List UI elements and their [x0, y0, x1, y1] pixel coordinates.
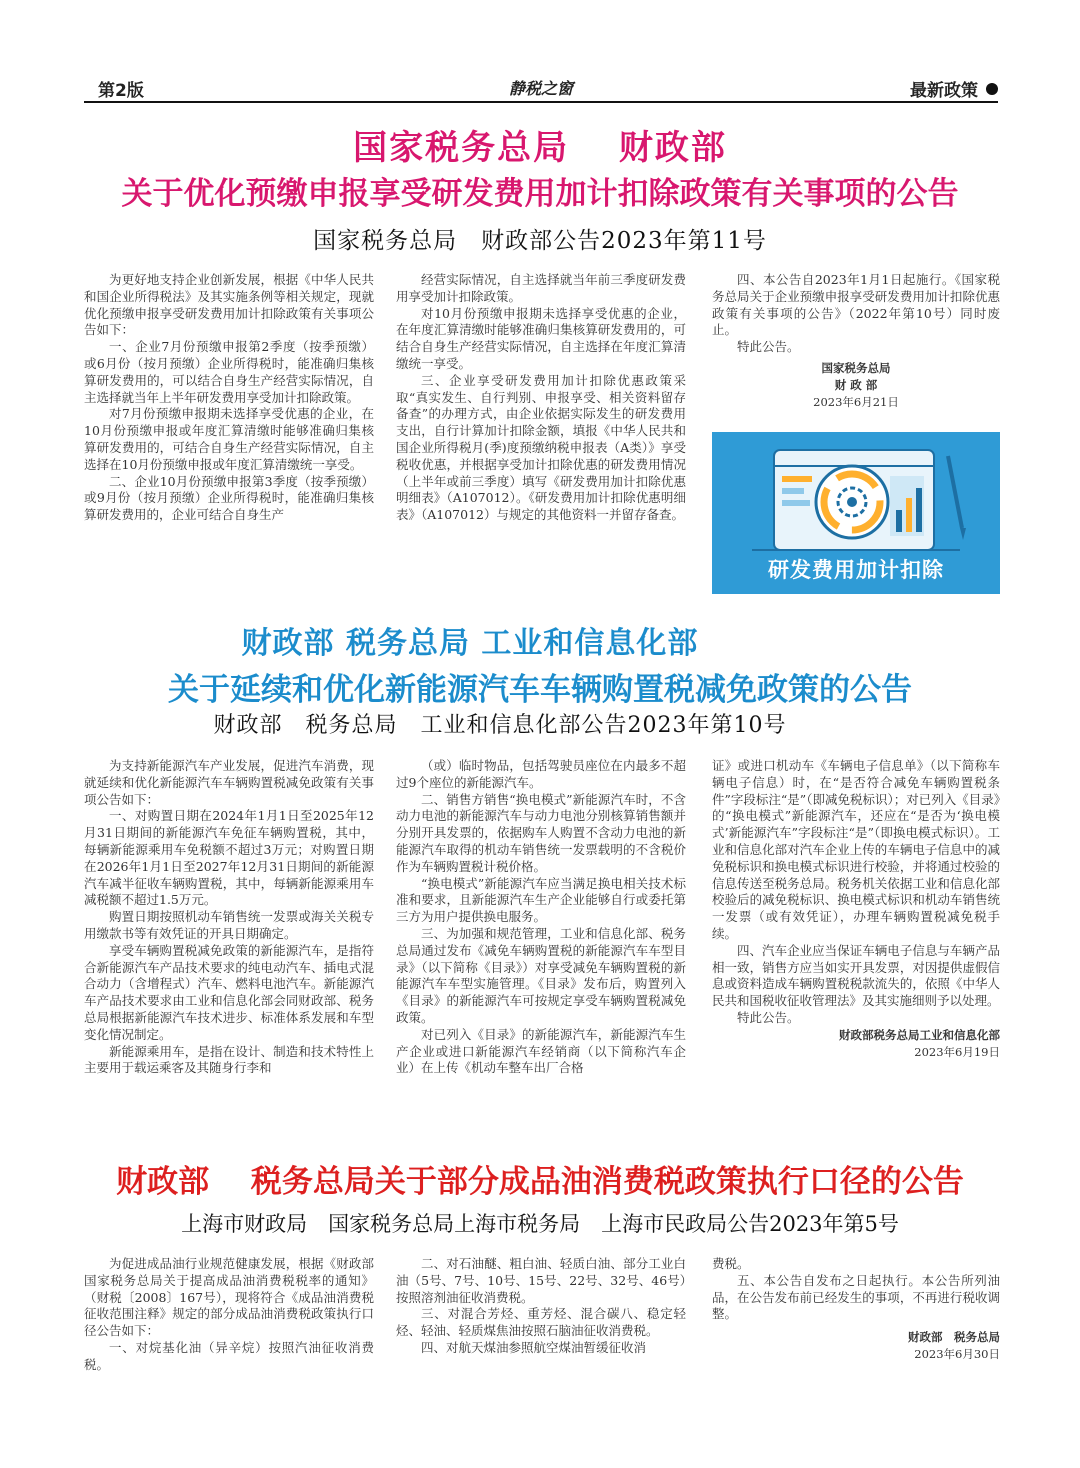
- paragraph: 为促进成品油行业规范健康发展，根据《财政部 国家税务总局关于提高成品油消费税税率的通知》（财税〔2008〕167号），现将符合《成品油消费税征收范围注释》规定的部分成品油消费税政策执行口径公告如下：: [84, 1256, 374, 1339]
- article2-title-line2: 关于延续和优化新能源汽车车辆购置税减免政策的公告: [168, 672, 912, 708]
- paragraph: 新能源乘用车，是指在设计、制造和技术特性上主要用于载运乘客及其随身行李和: [84, 1043, 374, 1076]
- paragraph: 三、对混合芳烃、重芳烃、混合碳八、稳定轻烃、轻油、轻质煤焦油按照石脑油征收消费税。: [396, 1306, 686, 1339]
- paragraph: 费税。: [712, 1256, 750, 1271]
- paragraph: 二、企业10月份预缴申报第3季度（按季预缴）或9月份（按月预缴）企业所得税时，能准确归集核算研发费用的，企业可结合自身生产: [84, 473, 374, 523]
- paragraph: 五、本公告自发布之日起执行。本公告所列油品，在公告发布前已经发生的事项，不再进行税收调整。: [712, 1272, 1000, 1322]
- article3-col2: [396, 1256, 686, 1357]
- paragraph: 购置日期按照机动车销售统一发票或海关关税专用缴款书等有效凭证的开具日期确定。: [84, 909, 374, 941]
- article2-col1: [84, 758, 374, 1077]
- paragraph: 对7月份预缴申报期未选择享受优惠的企业，在10月份预缴申报或年度汇算清缴时能够准确归集核算研发费用的，可结合自身生产经营实际情况，自主选择在10月份预缴申报或年度汇算清缴统一享受。: [84, 406, 374, 472]
- article3-subtitle: 上海市财政局 国家税务总局上海市税务局 上海市民政局公告2023年第5号: [181, 1212, 899, 1236]
- signature-date: 2023年6月21日: [813, 394, 899, 409]
- signature-2: 财 政 部: [834, 377, 878, 392]
- article2-col2: [396, 758, 686, 1077]
- signature-date: 2023年6月19日: [914, 1044, 1000, 1059]
- paragraph: 四、对航天煤油参照航空煤油暂缓征收消: [421, 1339, 647, 1355]
- paragraph: 四、本公告自2023年1月1日起施行。《国家税务总局关于企业预缴申报享受研发费用加计扣除优惠政策有关事项的公告》（2022年第10号）同时废止。: [712, 272, 1000, 338]
- article3-col1: [84, 1256, 374, 1374]
- bullet-dot-icon: [986, 83, 998, 95]
- article1-title-line1: 国家税务总局 财政部: [353, 128, 727, 168]
- section-label-text: 最新政策: [910, 81, 978, 101]
- article1-title-line2: 关于优化预缴申报享受研发费用加计扣除政策有关事项的公告: [121, 176, 959, 212]
- paragraph: 特此公告。: [737, 339, 800, 355]
- paragraph: 三、为加强和规范管理，工业和信息化部、税务总局通过发布《减免车辆购置税的新能源汽车车型目录》（以下简称《目录》）对享受减免车辆购置税的新能源汽车车型实施管理。《目录》发布后，购置列入《目录》的新能源汽车可按规定享受车辆购置税减免政策。: [396, 925, 686, 1025]
- paragraph: 一、对烷基化油（异辛烷）按照汽油征收消费税。: [84, 1339, 374, 1372]
- article1-col1: [84, 272, 374, 524]
- paragraph: “换电模式”新能源汽车应当满足换电相关技术标准和要求，且新能源汽车生产企业能够自行或委托第三方为用户提供换电服务。: [396, 875, 686, 925]
- page-header: [84, 76, 998, 100]
- signature: 财政部 税务总局: [908, 1330, 1000, 1345]
- paragraph: 三、企业享受研发费用加计扣除优惠政策采取“真实发生、自行判别、申报享受、相关资料留存备查”的办理方式，由企业依据实际发生的研发费用支出，自行计算加计扣除金额，填报《中华人民共和国企业所得税月(季)度预缴纳税申报表（A类）》享受税收优惠，并根据享受加计扣除优惠的研发费用情况（上半年或前三季度）填写《研发费用加计扣除优惠明细表》（A107012）。《研发费用加计扣除优惠明细表》（A107012）与规定的其他资料一并留存备查。: [396, 372, 686, 523]
- article1-subtitle: 国家税务总局 财政部公告2023年第11号: [313, 228, 767, 254]
- article2-subtitle: 财政部 税务总局 工业和信息化部公告2023年第10号: [213, 713, 787, 738]
- paragraph: 四、汽车企业应当保证车辆电子信息与车辆产品相一致，销售方应当如实开具发票，对因提供虚假信息或资料造成车辆购置税税款流失的，依照《中华人民共和国税收征收管理法》及其实施细则予以处理。: [712, 942, 1000, 1009]
- signature-date: 2023年6月30日: [914, 1346, 1000, 1361]
- paragraph: 二、对石油醚、粗白油、轻质白油、部分工业白油（5号、7号、10号、15号、22号、32号、46号）按照溶剂油征收消费税。: [396, 1256, 686, 1305]
- rd-deduction-banner: [712, 432, 1000, 594]
- signature: 财政部税务总局工业和信息化部: [839, 1027, 1000, 1042]
- page-number: 第2版: [98, 81, 144, 101]
- paragraph: 经营实际情况，自主选择就当年前三季度研发费用享受加计扣除政策。: [396, 272, 686, 304]
- header-rule: [84, 101, 998, 103]
- article3-title: 财政部 税务总局关于部分成品油消费税政策执行口径的公告: [116, 1164, 964, 1200]
- paragraph: 证》或进口机动车《车辆电子信息单》（以下简称车辆电子信息）时，在“是否符合减免车辆购置税条件”字段标注“是”（即减免税标识）；对已列入《目录》的“换电模式”新能源汽车，还应在“是否为‘换电模式’新能源汽车”字段标注“是”（即换电模式标识）。工业和信息化部对汽车企业上传的车辆电子信息中的减免税标识和换电模式标识进行校验，并将通过校验的信息传送至税务总局。税务机关依据工业和信息化部校验后的减免税标识、换电模式标识和机动车销售统一发票（或有效凭证），办理车辆购置税减免税手续。: [712, 758, 1000, 941]
- banner-caption: 研发费用加计扣除: [768, 558, 944, 582]
- paragraph: 对10月份预缴申报期未选择享受优惠的企业，在年度汇算清缴时能够准确归集核算研发费用的，可结合自身生产经营实际情况，自主选择在年度汇算清缴统一享受。: [396, 305, 686, 371]
- paragraph: 特此公告。: [737, 1009, 800, 1025]
- section-label: [910, 76, 998, 101]
- article3-col3: [712, 1256, 1000, 1363]
- signature-1: 国家税务总局: [821, 360, 891, 375]
- paragraph: （或）临时物品，包括驾驶员座位在内最多不超过9个座位的新能源汽车。: [396, 758, 686, 790]
- paragraph: 一、企业7月份预缴申报第2季度（按季预缴）或6月份（按月预缴）企业所得税时，能准确归集核算研发费用的，可以结合自身生产经营实际情况，自主选择就当年上半年研发费用享受加计扣除政策。: [84, 339, 374, 405]
- masthead: 静税之窗: [508, 79, 573, 98]
- paragraph: 为更好地支持企业创新发展，根据《中华人民共和国企业所得税法》及其实施条例等相关规定，现就优化预缴申报享受研发费用加计扣除政策有关事项公告如下：: [84, 272, 374, 338]
- article1-col2: [396, 272, 686, 524]
- paragraph: 一、对购置日期在2024年1月1日至2025年12月31日期间的新能源汽车免征车辆购置税，其中，每辆新能源乘用车免税额不超过3万元；对购置日期在2026年1月1日至2027年12月31日期间的新能源汽车减半征收车辆购置税，其中，每辆新能源乘用车减税额不超过1.5万元。: [84, 808, 374, 908]
- article2-title-line1: 财政部 税务总局 工业和信息化部: [241, 626, 699, 661]
- article1-col3: [712, 272, 1000, 410]
- paragraph: 对已列入《目录》的新能源汽车，新能源汽车生产企业或进口新能源汽车经销商（以下简称汽车企业）在上传《机动车整车出厂合格: [396, 1026, 686, 1076]
- paragraph: 为支持新能源汽车产业发展，促进汽车消费，现就延续和优化新能源汽车车辆购置税减免政策有关事项公告如下：: [84, 758, 374, 807]
- paragraph: 二、销售方销售“换电模式”新能源汽车时，不含动力电池的新能源汽车与动力电池分别核算销售额并分别开具发票的，依据购车人购置不含动力电池的新能源汽车取得的机动车销售统一发票载明的不含税价作为车辆购置税计税价格。: [396, 791, 686, 874]
- paragraph: 享受车辆购置税减免政策的新能源汽车，是指符合新能源汽车产品技术要求的纯电动汽车、插电式混合动力（含增程式）汽车、燃料电池汽车。新能源汽车产品技术要求由工业和信息化部会同财政部、税务总局根据新能源汽车技术进步、标准体系发展和车型变化情况制定。: [84, 942, 374, 1042]
- article2-col3: [712, 758, 1000, 1060]
